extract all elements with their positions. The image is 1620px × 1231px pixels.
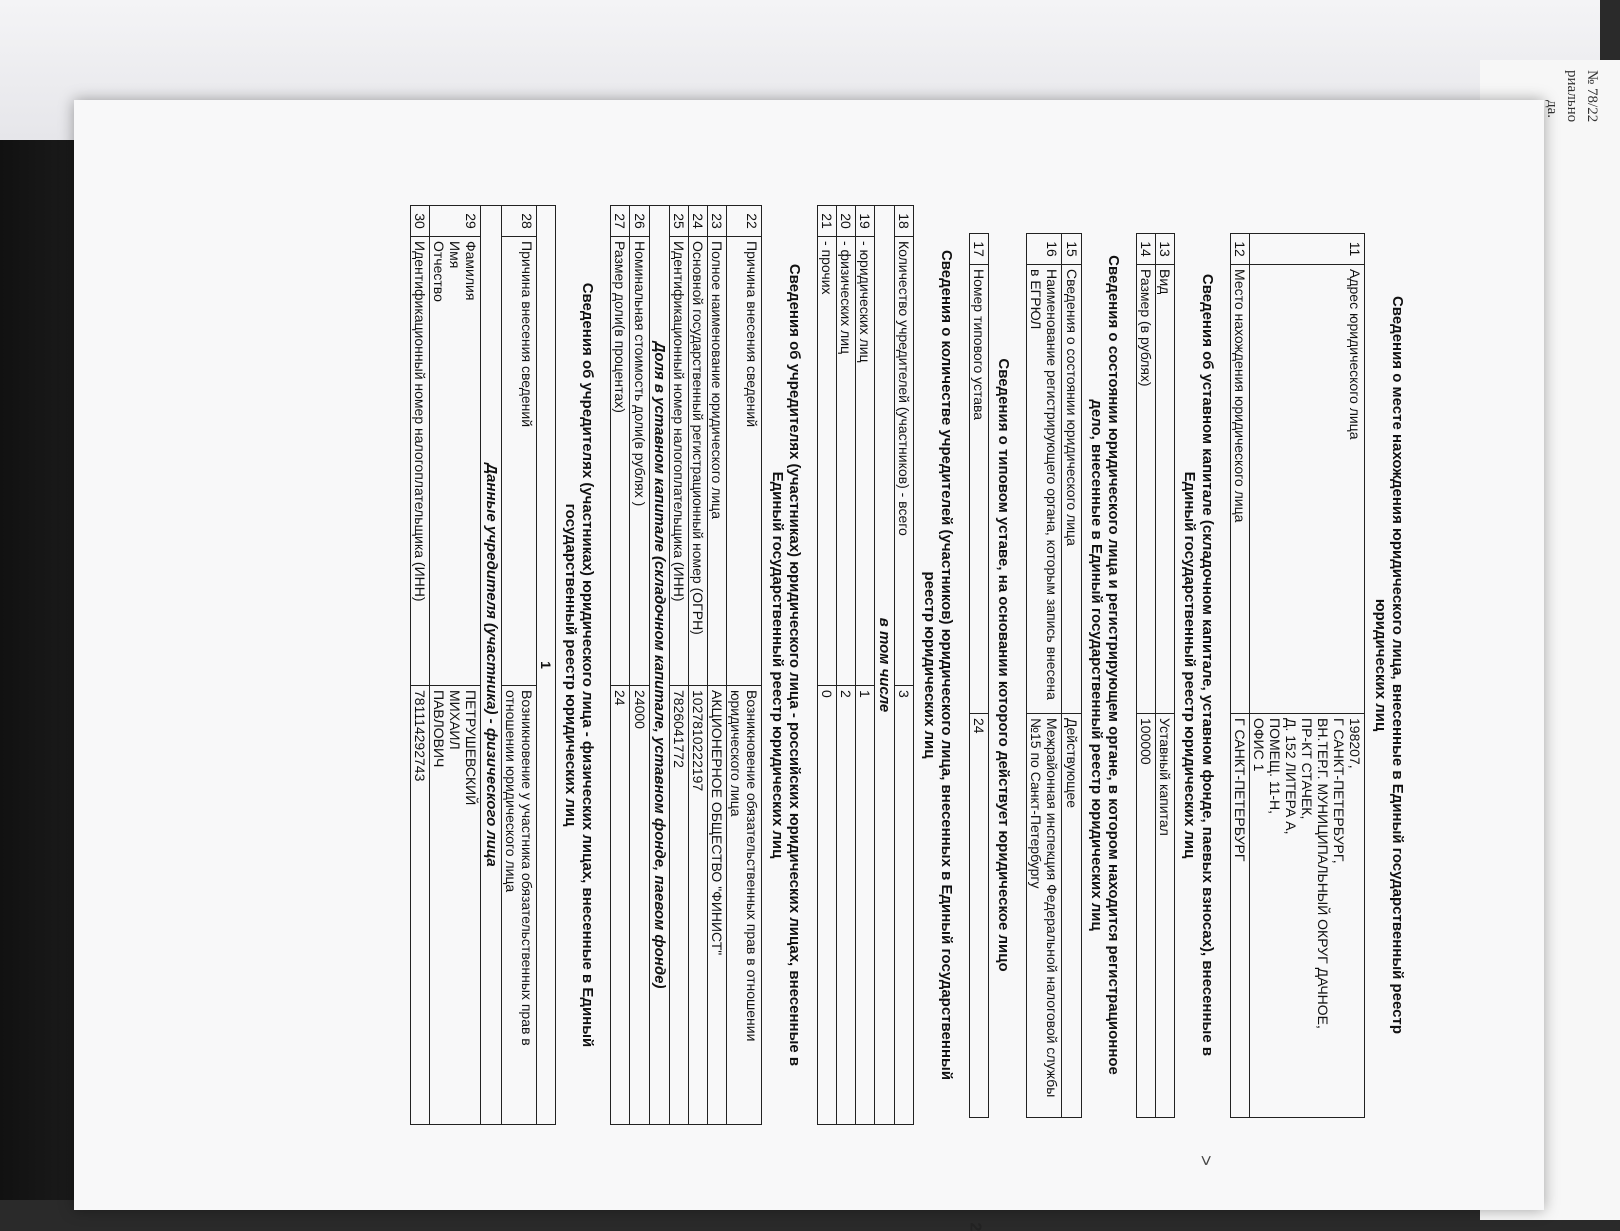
address-line: ВН.ТЕР.Г. МУНИЦИПАЛЬНЫЙ ОКРУГ ДАЧНОЕ, xyxy=(1315,718,1332,1029)
table-row xyxy=(1156,234,1175,1118)
founder-index: 1 xyxy=(536,206,555,1125)
row-number: 14 xyxy=(1137,234,1156,265)
table-row xyxy=(611,206,630,1125)
table-row xyxy=(836,206,855,1125)
row-number: 19 xyxy=(856,206,875,237)
row-value: 1 xyxy=(856,686,875,1125)
row-value: Возникновение у участника обязательственных прав в отношении юридического лица xyxy=(501,686,536,1125)
patronymic-label: Отчество xyxy=(431,241,448,302)
row-number: 22 xyxy=(727,206,762,237)
row-value: 24 xyxy=(611,686,630,1125)
table-row xyxy=(1027,234,1062,1118)
table-capital xyxy=(1136,233,1175,1118)
address-value xyxy=(1249,714,1365,1118)
row-value: 781114292743 xyxy=(411,686,430,1125)
page-number: 2 xyxy=(966,1222,984,1231)
table-row xyxy=(649,206,669,1125)
table-row xyxy=(1249,234,1365,1118)
section-title-location: Сведения о месте нахождения юридического лица, внесенные в Единый государственный реестр юридических лиц xyxy=(1371,295,1406,1035)
natural-person-subtitle: Данные учредителя (участника) - физического лица xyxy=(481,206,501,1125)
table-location xyxy=(1230,233,1366,1118)
row-number: 25 xyxy=(669,206,688,237)
egrul-extract xyxy=(410,205,1420,1125)
section-title-founders-count: Сведения о количестве учредителей (участников) юридического лица, внесенных в Единый государственный реестр юридических лиц xyxy=(920,249,955,1081)
row-value: 24000 xyxy=(630,686,649,1125)
table-row xyxy=(1230,234,1249,1118)
row-number: 27 xyxy=(611,206,630,237)
row-label: - юридических лиц xyxy=(856,237,875,686)
in-that-number-label: в том числе xyxy=(875,206,895,1125)
row-label: Наименование регистрирующего органа, которым запись внесена в ЕГРЮЛ xyxy=(1027,265,1062,714)
row-label: Место нахождения юридического лица xyxy=(1230,265,1249,714)
address-line: ОФИС 1 xyxy=(1250,718,1267,772)
section-title-capital: Сведения об уставном капитале (складочном капитале, уставном фонде, паевых взносах), внесенные в Единый государственный реестр юридических лиц xyxy=(1181,273,1216,1057)
row-label: Номинальная стоимость доли(в рублях ) xyxy=(630,237,649,686)
table-natural-founders xyxy=(410,205,556,1125)
row-label: Сведения о состоянии юридического лица xyxy=(1062,265,1081,714)
row-label: Размер доли(в процентах) xyxy=(611,237,630,686)
section-title-charter: Сведения о типовом уставе, на основании которого действует юридическое лицо xyxy=(995,358,1013,972)
row-number: 18 xyxy=(895,206,914,237)
row-value: 3 xyxy=(895,686,914,1125)
under-fragment: да. xyxy=(1544,100,1560,119)
table-row xyxy=(411,206,430,1125)
row-value: Межрайонная инспекция Федеральной налоговой службы №15 по Санкт-Петербургу xyxy=(1027,714,1062,1118)
row-label: Основной государственный регистрационный номер (ОГРН) xyxy=(688,237,707,686)
row-number: 23 xyxy=(708,206,727,237)
address-line: ПР-КТ СТАЧЕК, xyxy=(1299,718,1316,820)
patronymic-value: ПАВЛОВИЧ xyxy=(431,690,448,768)
table-row xyxy=(817,206,836,1125)
table-row xyxy=(1137,234,1156,1118)
row-label: Причина внесения сведений xyxy=(727,237,762,686)
row-number: 16 xyxy=(1027,234,1062,265)
row-label: Полное наименование юридического лица xyxy=(708,237,727,686)
name-value: МИХАИЛ xyxy=(447,690,464,750)
row-number: 12 xyxy=(1230,234,1249,265)
section-title-status: Сведения о состоянии юридического лица и регистрирующем органе, в котором находится регистрационное дело, внесенные в Единый государственный реестр юридических лиц xyxy=(1087,255,1123,1075)
row-value: АКЦИОНЕРНОЕ ОБЩЕСТВО "ФИНИСТ" xyxy=(708,686,727,1125)
row-value: 100000 xyxy=(1137,714,1156,1118)
row-number: 29 xyxy=(430,206,481,237)
surname-value: ПЕТРУШЕВСКИЙ xyxy=(463,690,480,806)
handwritten-mark: > xyxy=(1195,1155,1216,1166)
row-number: 13 xyxy=(1156,234,1175,265)
row-value xyxy=(430,686,481,1125)
surname-label: Фамилия xyxy=(463,241,480,301)
table-row xyxy=(708,206,727,1125)
table-row xyxy=(630,206,649,1125)
table-row xyxy=(895,206,914,1125)
row-number: 24 xyxy=(688,206,707,237)
row-value: 7826041772 xyxy=(669,686,688,1125)
row-number: 11 xyxy=(1249,234,1365,265)
row-value: Г САНКТ-ПЕТЕРБУРГ xyxy=(1230,714,1249,1118)
row-value: 0 xyxy=(817,686,836,1125)
row-label: Номер типового устава xyxy=(969,265,988,714)
table-status xyxy=(1026,233,1081,1118)
table-row xyxy=(430,206,481,1125)
section-title-legal-founders: Сведения об учредителях (участниках) юридического лица - российских юридических лицах, внесенные в Единый государственный реестр юридических лиц xyxy=(768,263,803,1067)
table-row xyxy=(481,206,501,1125)
row-value: Возникновение обязательственных прав в отношении юридического лица xyxy=(727,686,762,1125)
row-label: - прочих xyxy=(817,237,836,686)
row-value: 24 xyxy=(969,714,988,1118)
address-line: 198207, xyxy=(1347,718,1364,769)
table-row xyxy=(875,206,895,1125)
table-row xyxy=(856,206,875,1125)
row-label: Вид xyxy=(1156,265,1175,714)
row-label: Адрес юридического лица xyxy=(1249,265,1365,714)
row-value: 1027810222197 xyxy=(688,686,707,1125)
row-label xyxy=(430,237,481,686)
table-row xyxy=(501,206,536,1125)
row-number: 21 xyxy=(817,206,836,237)
row-label: Причина внесения сведений xyxy=(501,237,536,686)
under-fragment: риально xyxy=(1564,70,1580,123)
row-number: 17 xyxy=(969,234,988,265)
share-subtitle: Доля в уставном капитале (складочном капитале, уставном фонде, паевом фонде) xyxy=(649,206,669,1125)
table-row xyxy=(1062,234,1081,1118)
row-number: 15 xyxy=(1062,234,1081,265)
row-number: 26 xyxy=(630,206,649,237)
row-label: Идентификационный номер налогоплательщика (ИНН) xyxy=(669,237,688,686)
table-row xyxy=(688,206,707,1125)
row-label: - физических лиц xyxy=(836,237,855,686)
address-line: Г САНКТ-ПЕТЕРБУРГ, xyxy=(1331,718,1348,864)
address-line: ПОМЕЩ. 11-Н, xyxy=(1267,718,1284,815)
table-row xyxy=(669,206,688,1125)
row-number: 28 xyxy=(501,206,536,237)
row-number: 20 xyxy=(836,206,855,237)
row-value: Уставный капитал xyxy=(1156,714,1175,1118)
address-line: Д. 152 ЛИТЕРА А, xyxy=(1283,718,1300,835)
table-row xyxy=(969,234,988,1118)
table-row xyxy=(727,206,762,1125)
row-label: Идентификационный номер налогоплательщика (ИНН) xyxy=(411,237,430,686)
row-label: Размер (в рублях) xyxy=(1137,265,1156,714)
row-label: Количество учредителей (участников) - всего xyxy=(895,237,914,686)
row-value: 2 xyxy=(836,686,855,1125)
table-charter xyxy=(969,233,989,1118)
row-number: 30 xyxy=(411,206,430,237)
row-value: Действующее xyxy=(1062,714,1081,1118)
section-title-natural-founders: Сведения об учредителях (участниках) юридического лица - физических лицах, внесенные в Единый государственный реестр юридических лиц xyxy=(562,282,597,1048)
under-fragment: № 78/22 xyxy=(1584,70,1600,123)
table-legal-founders xyxy=(610,205,762,1125)
table-founders-count xyxy=(817,205,915,1125)
table-row xyxy=(536,206,555,1125)
name-label: Имя xyxy=(447,241,464,269)
